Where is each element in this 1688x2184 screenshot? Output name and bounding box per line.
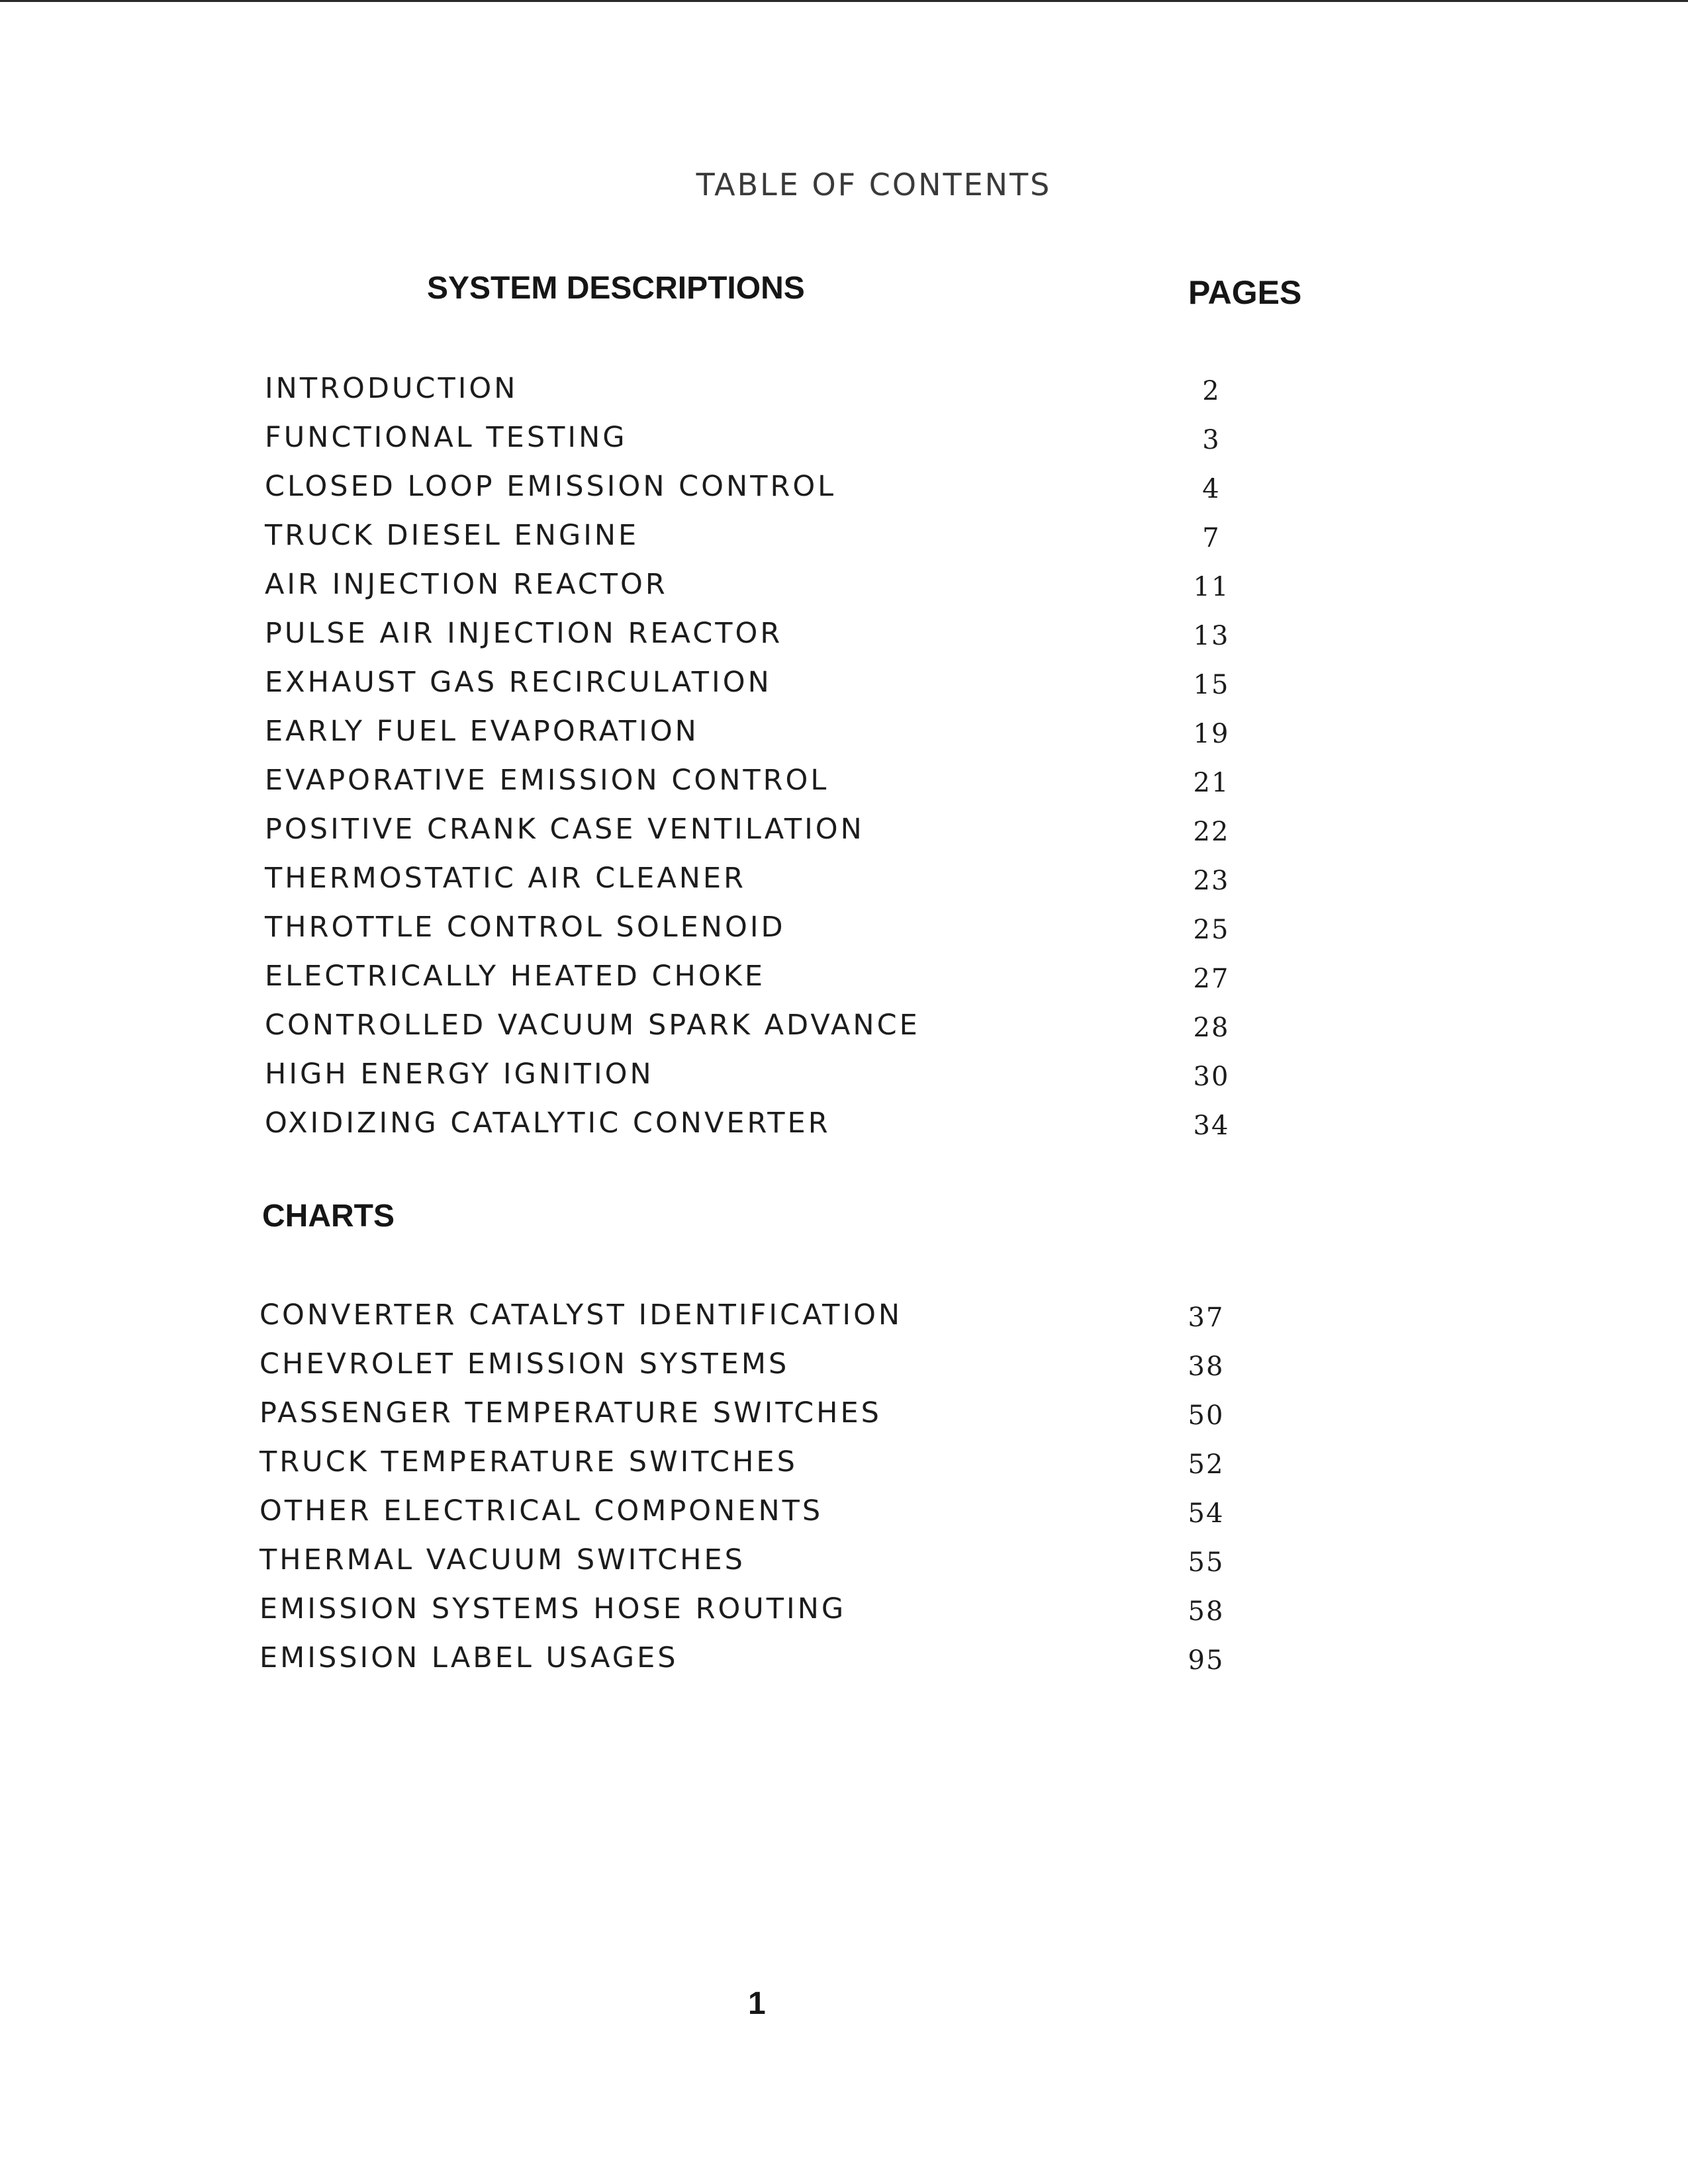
charts-heading: CHARTS bbox=[262, 1199, 395, 1234]
toc-entry-page: 28 bbox=[1193, 1013, 1230, 1043]
toc-entry-label: AIR INJECTION REACTOR bbox=[265, 568, 668, 601]
toc-entry-page: 27 bbox=[1193, 964, 1230, 994]
toc-entry bbox=[259, 1641, 1252, 1690]
toc-entry-label: TRUCK DIESEL ENGINE bbox=[265, 519, 639, 552]
toc-entry bbox=[265, 568, 1258, 617]
toc-entry-page: 21 bbox=[1193, 768, 1230, 798]
toc-entry-label: EARLY FUEL EVAPORATION bbox=[265, 715, 699, 748]
toc-entry-label: FUNCTIONAL TESTING bbox=[265, 421, 628, 454]
system-descriptions-heading: SYSTEM DESCRIPTIONS bbox=[427, 271, 805, 306]
toc-entry-label: CONVERTER CATALYST IDENTIFICATION bbox=[259, 1298, 903, 1332]
toc-entry bbox=[265, 813, 1258, 862]
toc-entry-page: 58 bbox=[1188, 1596, 1225, 1627]
system-descriptions-list bbox=[265, 372, 1258, 1156]
toc-entry-page: 50 bbox=[1188, 1400, 1225, 1431]
scan-top-edge bbox=[0, 0, 1688, 2]
toc-entry-label: PASSENGER TEMPERATURE SWITCHES bbox=[259, 1396, 882, 1430]
toc-entry-page: 23 bbox=[1193, 866, 1230, 896]
toc-entry-label: THROTTLE CONTROL SOLENOID bbox=[265, 911, 786, 944]
toc-entry-page: 11 bbox=[1193, 572, 1230, 602]
toc-entry-page: 54 bbox=[1188, 1498, 1225, 1529]
charts-list bbox=[259, 1298, 1252, 1690]
toc-entry-page: 30 bbox=[1193, 1062, 1230, 1092]
toc-entry bbox=[265, 911, 1258, 960]
toc-entry bbox=[259, 1347, 1252, 1396]
toc-entry bbox=[259, 1494, 1252, 1543]
toc-entry-label: POSITIVE CRANK CASE VENTILATION bbox=[265, 813, 865, 846]
toc-entry bbox=[259, 1298, 1252, 1347]
toc-entry bbox=[265, 764, 1258, 813]
toc-entry bbox=[265, 862, 1258, 911]
toc-entry-page: 7 bbox=[1202, 523, 1221, 553]
toc-entry-label: THERMOSTATIC AIR CLEANER bbox=[265, 862, 746, 895]
toc-entry-page: 25 bbox=[1193, 915, 1230, 945]
toc-entry bbox=[259, 1445, 1252, 1494]
toc-entry bbox=[259, 1543, 1252, 1592]
toc-entry bbox=[265, 372, 1258, 421]
toc-entry-page: 55 bbox=[1188, 1547, 1225, 1578]
toc-entry-page: 38 bbox=[1188, 1351, 1225, 1382]
toc-entry bbox=[265, 960, 1258, 1009]
toc-entry-page: 34 bbox=[1193, 1111, 1230, 1141]
pages-column-heading: PAGES bbox=[1188, 274, 1302, 311]
toc-entry-page: 2 bbox=[1202, 376, 1221, 406]
toc-entry bbox=[265, 519, 1258, 568]
toc-entry bbox=[265, 617, 1258, 666]
toc-entry-label: OXIDIZING CATALYTIC CONVERTER bbox=[265, 1107, 831, 1140]
toc-entry-label: PULSE AIR INJECTION REACTOR bbox=[265, 617, 783, 650]
toc-entry-label: EMISSION SYSTEMS HOSE ROUTING bbox=[259, 1592, 847, 1625]
toc-entry bbox=[265, 1058, 1258, 1107]
page-title: TABLE OF CONTENTS bbox=[696, 167, 1052, 203]
toc-entry-page: 37 bbox=[1188, 1302, 1225, 1333]
toc-entry-page: 95 bbox=[1188, 1645, 1225, 1676]
toc-entry-page: 19 bbox=[1193, 719, 1230, 749]
toc-entry bbox=[265, 715, 1258, 764]
toc-entry-label: TRUCK TEMPERATURE SWITCHES bbox=[259, 1445, 798, 1479]
toc-entry-label: HIGH ENERGY IGNITION bbox=[265, 1058, 654, 1091]
toc-entry-page: 52 bbox=[1188, 1449, 1225, 1480]
toc-entry-page: 13 bbox=[1193, 621, 1230, 651]
toc-entry bbox=[265, 470, 1258, 519]
page-number: 1 bbox=[748, 1986, 766, 2021]
toc-entry-page: 15 bbox=[1193, 670, 1230, 700]
toc-entry-page: 22 bbox=[1193, 817, 1230, 847]
toc-entry-label: INTRODUCTION bbox=[265, 372, 518, 405]
toc-entry-page: 4 bbox=[1202, 474, 1221, 504]
toc-entry-label: EMISSION LABEL USAGES bbox=[259, 1641, 679, 1674]
toc-entry-label: THERMAL VACUUM SWITCHES bbox=[259, 1543, 745, 1576]
toc-entry bbox=[259, 1592, 1252, 1641]
toc-entry bbox=[265, 1107, 1258, 1156]
toc-entry-label: ELECTRICALLY HEATED CHOKE bbox=[265, 960, 766, 993]
toc-entry bbox=[265, 421, 1258, 470]
toc-entry bbox=[265, 1009, 1258, 1058]
toc-entry bbox=[259, 1396, 1252, 1445]
toc-entry-label: EVAPORATIVE EMISSION CONTROL bbox=[265, 764, 829, 797]
toc-entry-label: EXHAUST GAS RECIRCULATION bbox=[265, 666, 772, 699]
toc-entry-label: CONTROLLED VACUUM SPARK ADVANCE bbox=[265, 1009, 920, 1042]
toc-entry-label: CLOSED LOOP EMISSION CONTROL bbox=[265, 470, 837, 503]
toc-entry-page: 3 bbox=[1202, 425, 1221, 455]
toc-entry-label: OTHER ELECTRICAL COMPONENTS bbox=[259, 1494, 823, 1527]
toc-entry bbox=[265, 666, 1258, 715]
toc-entry-label: CHEVROLET EMISSION SYSTEMS bbox=[259, 1347, 790, 1381]
